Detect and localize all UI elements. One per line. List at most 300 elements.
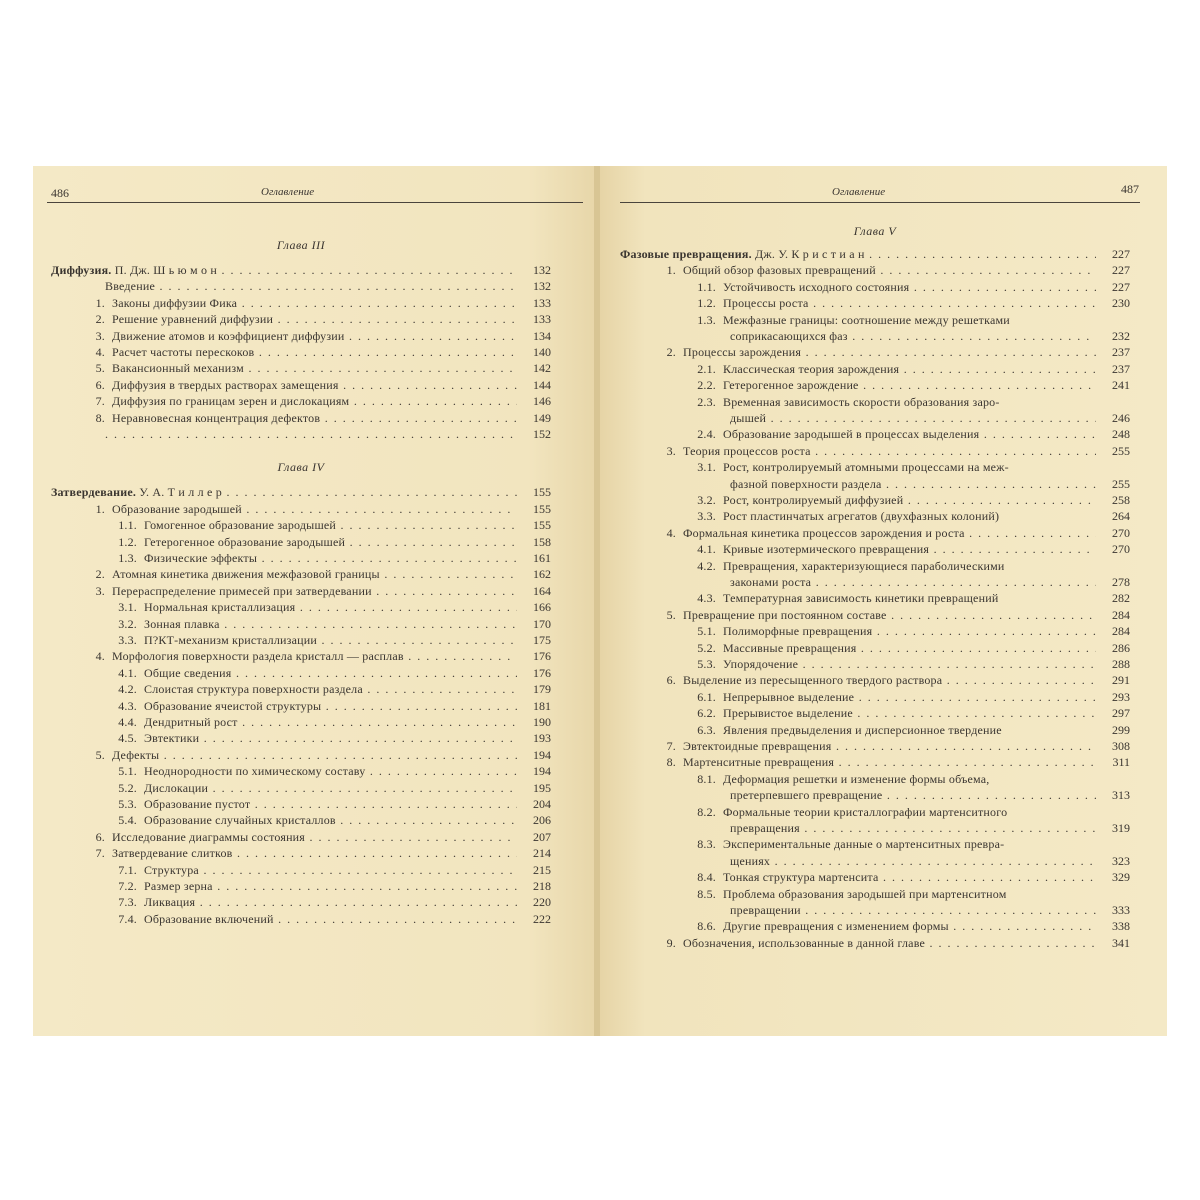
- running-head: Оглавление: [832, 186, 886, 198]
- entry-title: [683, 262, 1096, 279]
- toc-entry[interactable]: [51, 845, 551, 862]
- entry-text: Решение уравнений диффузии: [112, 312, 274, 327]
- toc-entry[interactable]: [620, 410, 1130, 427]
- entry-title: [683, 738, 1096, 755]
- entry-title: [51, 484, 517, 501]
- page-ref: 146: [533, 394, 551, 409]
- section-number: 1.: [95, 295, 105, 310]
- page-ref: 170: [533, 616, 551, 631]
- entry-title: [723, 722, 1096, 739]
- entry-text: Деформация решетки и изменение формы объема,: [723, 771, 990, 786]
- toc-entry[interactable]: [51, 894, 551, 911]
- toc-entry[interactable]: [620, 853, 1130, 870]
- chapter-title: Затвердевание.: [51, 485, 137, 500]
- page-ref: 179: [533, 682, 551, 697]
- toc-entry[interactable]: [620, 935, 1130, 952]
- entry-text: Обозначения, использованные в данной главе: [683, 935, 926, 950]
- page-ref: 161: [533, 551, 551, 565]
- toc-entry[interactable]: [620, 492, 1130, 509]
- entry-text: Гетерогенное зарождение: [723, 378, 859, 393]
- entry-title: [112, 377, 517, 394]
- entry-text: Образование случайных кристаллов: [144, 813, 336, 828]
- table-of-contents: [51, 166, 551, 1036]
- toc-entry[interactable]: [51, 780, 551, 797]
- entry-text: Непрерывное выделение: [723, 689, 855, 704]
- section-number: 4.2.: [118, 682, 137, 697]
- page-ref: 293: [1112, 689, 1130, 704]
- page-ref: 232: [1112, 329, 1130, 343]
- entry-title: [112, 583, 517, 600]
- toc-entry[interactable]: [620, 590, 1130, 607]
- toc-entry[interactable]: [51, 360, 551, 377]
- toc-entry[interactable]: [51, 377, 551, 394]
- section-number: 7.1.: [118, 862, 137, 877]
- entry-text: Экспериментальные данные о мартенситных превра-: [723, 837, 1005, 852]
- page-ref: 288: [1112, 657, 1130, 671]
- entry-title: [144, 862, 517, 879]
- entry-text: превращении: [730, 903, 801, 917]
- page-ref: 308: [1112, 739, 1130, 753]
- page-ref: 164: [533, 583, 551, 598]
- section-number: 6.: [666, 673, 676, 688]
- page-ref: 132: [533, 263, 551, 277]
- entry-text: Межфазные границы: соотношение между решетками: [723, 312, 1010, 327]
- entry-text: законами роста: [730, 575, 812, 589]
- entry-text: У. А. Т и л л е р: [139, 485, 222, 500]
- section-number: 2.: [95, 567, 105, 582]
- toc-entry[interactable]: [620, 443, 1130, 460]
- entry-title: [723, 640, 1096, 657]
- page-ref: 149: [533, 410, 551, 425]
- entry-title: [144, 698, 517, 715]
- page-ref: 284: [1112, 607, 1130, 622]
- page-ref: 176: [533, 649, 551, 664]
- section-number: 3.2.: [118, 616, 137, 631]
- entry-title: [112, 845, 517, 862]
- entry-text: Временная зависимость скорости образования заро-: [723, 394, 1000, 409]
- section-number: 3.1.: [118, 600, 137, 615]
- section-number: 1.2.: [118, 534, 137, 549]
- toc-entry[interactable]: [51, 796, 551, 813]
- entry-text: Ликвация: [144, 895, 196, 910]
- toc-entry[interactable]: [51, 599, 551, 616]
- page-ref: 246: [1112, 411, 1130, 425]
- page-ref: 264: [1112, 509, 1130, 524]
- entry-text: Вакансионный механизм: [112, 361, 244, 376]
- entry-title: [730, 574, 1096, 591]
- entry-title: [723, 312, 1096, 329]
- entry-title: [723, 705, 1096, 722]
- toc-entry[interactable]: [620, 902, 1130, 919]
- entry-title: [144, 550, 517, 567]
- section-number: 9.: [666, 935, 676, 950]
- section-number: 4.: [666, 525, 676, 540]
- toc-entry[interactable]: [51, 665, 551, 682]
- page-ref: 278: [1112, 575, 1130, 589]
- right-page: [600, 166, 1167, 1036]
- section-number: 4.1.: [697, 542, 716, 557]
- section-number: 2.: [95, 312, 105, 327]
- page-ref: 133: [533, 295, 551, 310]
- entry-title: [723, 623, 1096, 640]
- toc-entry[interactable]: [620, 869, 1130, 886]
- entry-title: [144, 796, 517, 813]
- toc-entry[interactable]: [51, 344, 551, 361]
- entry-text: Нормальная кристаллизация: [144, 600, 296, 615]
- entry-text: Процессы роста: [723, 296, 809, 311]
- toc-entry[interactable]: [620, 689, 1130, 706]
- entry-title: [723, 508, 1096, 525]
- page-ref: 142: [533, 361, 551, 376]
- section-number: 5.3.: [697, 657, 716, 671]
- toc-entry[interactable]: [620, 541, 1130, 558]
- toc-entry[interactable]: [51, 501, 551, 518]
- entry-text: Полиморфные превращения: [723, 624, 873, 639]
- entry-text: Превращение при постоянном составе: [683, 607, 887, 622]
- toc-entry[interactable]: [51, 648, 551, 665]
- page-ref: 194: [533, 747, 551, 762]
- toc-entry[interactable]: [51, 763, 551, 780]
- page-ref: 218: [533, 879, 551, 893]
- toc-entry[interactable]: [620, 246, 1130, 263]
- page-ref: 166: [533, 600, 551, 615]
- page-ref: 255: [1112, 476, 1130, 491]
- toc-entry[interactable]: [620, 361, 1130, 378]
- page-ref: 258: [1112, 493, 1130, 507]
- section-number: 4.1.: [118, 665, 137, 680]
- entry-text: Законы диффузии Фика: [112, 295, 238, 310]
- entry-text: Мартенситные превращения: [683, 755, 835, 770]
- entry-text: Гетерогенное образование зародышей: [144, 534, 346, 549]
- entry-title: [730, 853, 1096, 870]
- page-ref: 155: [533, 518, 551, 533]
- toc-entry[interactable]: [51, 328, 551, 345]
- section-number: 2.2.: [697, 378, 716, 393]
- page-ref: 132: [533, 279, 551, 294]
- entry-title: [144, 730, 517, 747]
- toc-entry[interactable]: [620, 722, 1130, 739]
- running-head: Оглавление: [261, 186, 315, 198]
- entry-text: Расчет частоты перескоков: [112, 345, 255, 359]
- toc-entry[interactable]: [51, 278, 551, 295]
- page-ref: 286: [1112, 640, 1130, 655]
- entry-title: [112, 747, 517, 764]
- page-ref: 291: [1112, 673, 1130, 688]
- page-ref: 284: [1112, 624, 1130, 639]
- toc-entry[interactable]: [51, 262, 551, 279]
- section-number: 4.: [95, 345, 105, 359]
- entry-text: Движение атомов и коэффициент диффузии: [112, 328, 345, 343]
- section-number: 2.1.: [697, 361, 716, 376]
- entry-title: [723, 361, 1096, 378]
- entry-text: Прерывистое выделение: [723, 706, 853, 721]
- toc-entry[interactable]: [51, 410, 551, 427]
- entry-text: Теория процессов роста: [683, 443, 811, 458]
- entry-title: [144, 665, 517, 682]
- section-number: 1.3.: [697, 312, 716, 327]
- entry-text: Неравновесная концентрация дефектов: [112, 410, 321, 425]
- section-number: 5.2.: [697, 640, 716, 655]
- entry-title: [51, 262, 517, 279]
- section-number: 1.2.: [697, 296, 716, 311]
- page-ref: 181: [533, 698, 551, 713]
- toc-entry[interactable]: [620, 804, 1130, 821]
- entry-text: превращения: [730, 821, 800, 835]
- page-ref: 323: [1112, 853, 1130, 868]
- entry-text: Массивные превращения: [723, 640, 857, 655]
- toc-entry[interactable]: [620, 918, 1130, 935]
- entry-text: П. Дж. Ш ь ю м о н: [114, 263, 218, 277]
- entry-title: [144, 681, 517, 698]
- section-number: 7.: [95, 846, 105, 861]
- section-number: 3.2.: [697, 493, 716, 507]
- toc-entry[interactable]: [620, 262, 1130, 279]
- section-number: 2.3.: [697, 394, 716, 409]
- chapter-title: Фазовые превращения.: [620, 247, 752, 261]
- entry-title: [144, 763, 517, 780]
- entry-title: [723, 590, 1096, 607]
- toc-entry[interactable]: [620, 459, 1130, 476]
- entry-title: [723, 492, 1096, 509]
- page-ref: 319: [1112, 821, 1130, 835]
- page-ref: 204: [533, 797, 551, 811]
- toc-entry[interactable]: [620, 312, 1130, 329]
- toc-entry[interactable]: [51, 862, 551, 879]
- page-ref: 152: [533, 427, 551, 441]
- entry-text: дышей: [730, 411, 767, 425]
- entry-title: [723, 558, 1096, 575]
- toc-entry[interactable]: [620, 394, 1130, 411]
- entry-text: Зонная плавка: [144, 616, 220, 631]
- toc-entry[interactable]: [51, 295, 551, 312]
- section-number: 8.1.: [697, 771, 716, 786]
- toc-entry[interactable]: [620, 558, 1130, 575]
- left-page: [33, 166, 596, 1036]
- page-ref: 297: [1112, 706, 1130, 721]
- entry-title: [144, 616, 517, 633]
- entry-title: [683, 754, 1096, 771]
- entry-text: Процессы зарождения: [683, 345, 802, 360]
- entry-title: [144, 599, 517, 616]
- entry-text: Устойчивость исходного состояния: [723, 279, 910, 294]
- section-number: 1.3.: [118, 551, 137, 565]
- section-number: 4.4.: [118, 715, 137, 729]
- entry-title: [112, 311, 517, 328]
- entry-title: [112, 410, 517, 427]
- entry-text: Эвтектоидные превращения: [683, 739, 832, 753]
- section-number: 6.3.: [697, 722, 716, 737]
- entry-text: Проблема образования зародышей при мартенситном: [723, 886, 1007, 901]
- section-number: 4.: [95, 649, 105, 664]
- toc-entry[interactable]: [620, 640, 1130, 657]
- toc-entry[interactable]: [620, 820, 1130, 837]
- toc-entry[interactable]: [620, 672, 1130, 689]
- toc-entry[interactable]: [51, 616, 551, 633]
- entry-title: [723, 689, 1096, 706]
- toc-entry[interactable]: [620, 623, 1130, 640]
- book-spread: [33, 166, 1167, 1036]
- entry-text: Дж. У. К р и с т и а н: [754, 247, 865, 261]
- page-ref: 155: [533, 485, 551, 500]
- entry-text: Неоднородности по химическому составу: [144, 764, 366, 779]
- toc-entry[interactable]: [620, 426, 1130, 443]
- entry-title: [112, 295, 517, 312]
- toc-entry[interactable]: [620, 738, 1130, 755]
- toc-entry[interactable]: [51, 393, 551, 410]
- toc-entry[interactable]: [51, 550, 551, 567]
- entry-title: [112, 328, 517, 345]
- section-number: 3.: [95, 328, 105, 343]
- section-number: 5.: [666, 607, 676, 622]
- toc-entry[interactable]: [620, 836, 1130, 853]
- entry-title: [144, 517, 517, 534]
- section-number: 4.2.: [697, 558, 716, 573]
- toc-entry[interactable]: [51, 517, 551, 534]
- section-number: 1.: [666, 263, 676, 278]
- toc-entry[interactable]: [51, 714, 551, 731]
- page-ref: 313: [1112, 788, 1130, 803]
- toc-entry[interactable]: [620, 508, 1130, 525]
- toc-entry[interactable]: [51, 311, 551, 328]
- section-number: 8.: [95, 410, 105, 425]
- entry-title: [105, 426, 517, 443]
- entry-text: Образование зародышей в процессах выделения: [723, 427, 980, 442]
- entry-text: Явления предвыделения и дисперсионное твердение: [723, 722, 1002, 737]
- entry-title: [730, 787, 1096, 804]
- toc-entry[interactable]: [51, 632, 551, 649]
- page-ref: 193: [533, 731, 551, 746]
- entry-text: Температурная зависимость кинетики превращений: [723, 591, 999, 606]
- toc-entry[interactable]: [620, 328, 1130, 345]
- toc-entry[interactable]: [620, 525, 1130, 542]
- page-ref: 338: [1112, 919, 1130, 934]
- page-ref: 190: [533, 715, 551, 729]
- toc-entry[interactable]: [620, 377, 1130, 394]
- toc-entry[interactable]: [51, 426, 551, 443]
- section-number: 6.: [95, 377, 105, 392]
- toc-entry[interactable]: [51, 681, 551, 698]
- entry-text: Рост, контролируемый атомными процессами на меж-: [723, 460, 1009, 475]
- toc-entry[interactable]: [620, 787, 1130, 804]
- entry-title: [620, 246, 1096, 263]
- toc-entry[interactable]: [51, 878, 551, 895]
- entry-text: фазной поверхности раздела: [730, 476, 882, 491]
- entry-text: Исследование диаграммы состояния: [112, 829, 306, 844]
- page-ref: 237: [1112, 361, 1130, 376]
- toc-entry[interactable]: [51, 911, 551, 928]
- toc-entry[interactable]: [51, 747, 551, 764]
- entry-title: [683, 525, 1096, 542]
- section-number: 8.5.: [697, 886, 716, 901]
- toc-entry[interactable]: [620, 279, 1130, 296]
- toc-entry[interactable]: [51, 583, 551, 600]
- entry-title: [105, 278, 517, 295]
- toc-entry[interactable]: [51, 829, 551, 846]
- toc-entry[interactable]: [51, 484, 551, 501]
- toc-entry[interactable]: [620, 607, 1130, 624]
- page-number: 486: [51, 186, 69, 200]
- page-ref: 176: [533, 665, 551, 680]
- entry-title: [723, 656, 1096, 673]
- entry-title: [112, 566, 517, 583]
- page-ref: 134: [533, 328, 551, 343]
- entry-title: [683, 672, 1096, 689]
- entry-title: [112, 501, 517, 518]
- toc-entry[interactable]: [51, 534, 551, 551]
- section-number: 3.1.: [697, 460, 716, 475]
- section-number: 4.3.: [697, 591, 716, 606]
- page-ref: 140: [533, 345, 551, 359]
- section-number: 3.: [666, 443, 676, 458]
- toc-entry[interactable]: [620, 295, 1130, 312]
- entry-title: [683, 607, 1096, 624]
- page-ref: 206: [533, 813, 551, 828]
- section-number: 8.6.: [697, 919, 716, 934]
- toc-entry[interactable]: [51, 812, 551, 829]
- page-ref: 194: [533, 764, 551, 779]
- table-of-contents: [620, 166, 1130, 1036]
- toc-entry[interactable]: [51, 698, 551, 715]
- entry-title: [730, 328, 1096, 345]
- entry-title: [144, 911, 517, 928]
- page-ref: 175: [533, 633, 551, 647]
- section-number: 5.3.: [118, 797, 137, 811]
- entry-text: Превращения, характеризующиеся параболическими: [723, 558, 1005, 573]
- entry-title: [723, 918, 1096, 935]
- section-number: 5.4.: [118, 813, 137, 828]
- section-number: 6.1.: [697, 689, 716, 704]
- toc-entry[interactable]: [620, 344, 1130, 361]
- entry-text: Введение: [105, 279, 155, 294]
- entry-title: [683, 443, 1096, 460]
- entry-title: [723, 377, 1096, 394]
- toc-entry[interactable]: [51, 566, 551, 583]
- toc-entry[interactable]: [620, 476, 1130, 493]
- entry-title: [723, 771, 1096, 788]
- entry-text: щениях: [730, 853, 771, 868]
- section-number: 6.: [95, 829, 105, 844]
- entry-title: [112, 393, 517, 410]
- toc-entry[interactable]: [620, 886, 1130, 903]
- entry-title: [730, 820, 1096, 837]
- section-number: 2.: [666, 345, 676, 360]
- entry-text: Образование ячеистой структуры: [144, 698, 322, 713]
- entry-text: претерпевшего превращение: [730, 788, 883, 803]
- toc-entry[interactable]: [620, 771, 1130, 788]
- entry-text: Затвердевание слитков: [112, 846, 233, 861]
- section-number: 3.: [95, 583, 105, 598]
- toc-entry[interactable]: [620, 574, 1130, 591]
- toc-entry[interactable]: [620, 754, 1130, 771]
- section-number: 4.3.: [118, 698, 137, 713]
- entry-text: Общие сведения: [144, 665, 232, 680]
- entry-title: [723, 426, 1096, 443]
- toc-entry[interactable]: [51, 730, 551, 747]
- entry-title: [112, 360, 517, 377]
- entry-title: [730, 410, 1096, 427]
- entry-text: Гомогенное образование зародышей: [144, 518, 337, 533]
- entry-text: Тонкая структура мартенсита: [723, 870, 879, 885]
- toc-entry[interactable]: [620, 656, 1130, 673]
- entry-title: [723, 869, 1096, 886]
- entry-title: [144, 780, 517, 797]
- entry-text: П?КТ-механизм кристаллизации: [144, 633, 317, 647]
- entry-title: [112, 344, 517, 361]
- toc-entry[interactable]: [620, 705, 1130, 722]
- entry-text: Морфология поверхности раздела кристалл — расплав: [112, 649, 404, 664]
- entry-title: [112, 648, 517, 665]
- entry-title: [730, 476, 1096, 493]
